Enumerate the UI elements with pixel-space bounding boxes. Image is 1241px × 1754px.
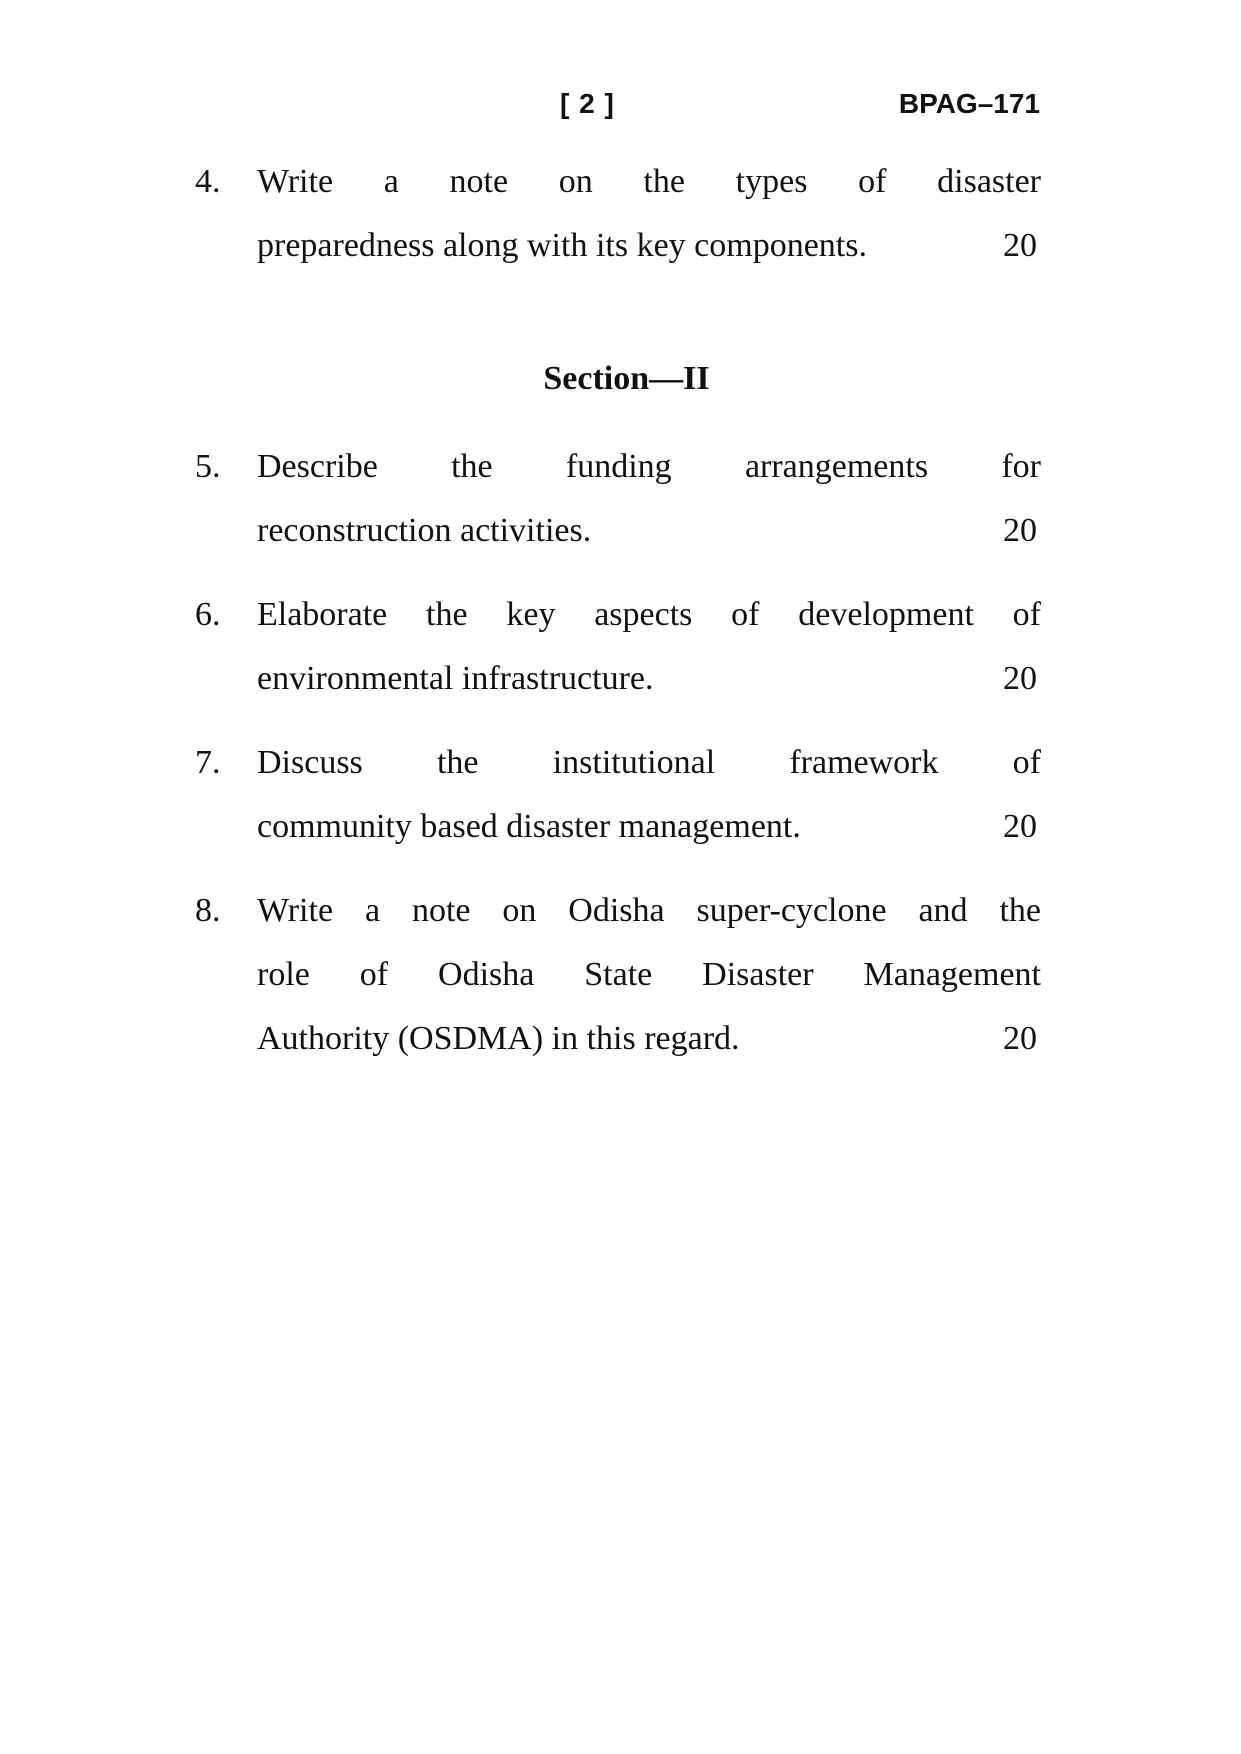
marks: 20: [1003, 512, 1037, 549]
question-line: Write a note on the types of disaster: [257, 163, 1041, 200]
question-last-line: [257, 214, 1041, 278]
question-number: 8.: [195, 892, 221, 929]
question-last-line: [257, 1007, 1041, 1071]
question-text: [257, 435, 1041, 563]
question-number: 4.: [195, 163, 221, 200]
section-heading: [0, 360, 1241, 398]
marks: 20: [1003, 808, 1037, 845]
question-text: [257, 150, 1041, 278]
question-number: 6.: [195, 596, 221, 633]
question-line: Write a note on Odisha super-cyclone and the: [257, 892, 1041, 929]
question-line-text: environmental infrastructure.: [257, 660, 654, 697]
question-text: [257, 731, 1041, 859]
question-text: [257, 583, 1041, 711]
page-number: [ 2 ]: [560, 88, 615, 119]
question-line: Discuss the institutional framework of: [257, 744, 1041, 781]
question-line-text: preparedness along with its key components.: [257, 227, 867, 264]
paper-code: BPAG–171: [898, 88, 1040, 119]
section-heading-text: Section—II: [543, 360, 710, 397]
question-number: 5.: [195, 448, 221, 485]
question-line: role of Odisha State Disaster Management: [257, 956, 1041, 993]
marks: 20: [1003, 227, 1037, 264]
marks: 20: [1003, 660, 1037, 697]
question-line-text: Authority (OSDMA) in this regard.: [257, 1020, 740, 1057]
question-line: Elaborate the key aspects of development of: [257, 596, 1041, 633]
question-text: [257, 879, 1041, 1071]
question-last-line: [257, 647, 1041, 711]
question-line-text: reconstruction activities.: [257, 512, 592, 549]
question-line: Describe the funding arrangements for: [257, 448, 1041, 485]
question-last-line: [257, 499, 1041, 563]
question-last-line: [257, 795, 1041, 859]
marks: 20: [1003, 1020, 1037, 1057]
question-number: 7.: [195, 744, 221, 781]
question-line-text: community based disaster management.: [257, 808, 801, 845]
